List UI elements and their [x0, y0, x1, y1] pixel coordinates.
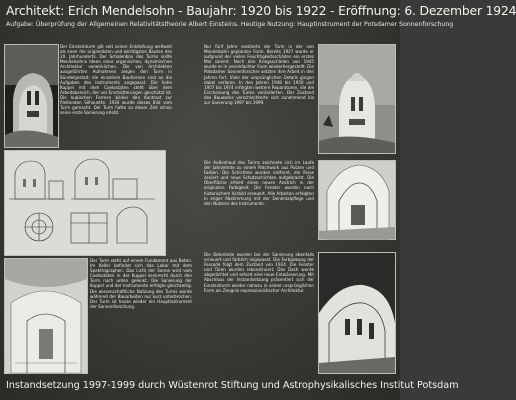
tower-photo-bottom-right — [319, 253, 395, 373]
photo-bottom-left — [4, 258, 88, 374]
photo-top-left — [4, 44, 59, 148]
photo-bottom-right — [318, 252, 396, 374]
text-right-top — [204, 44, 314, 152]
text-right-middle — [204, 160, 314, 238]
text-right-bottom — [204, 252, 314, 372]
text-right-top-paragraph: Nur fünf Jahre existierte der Turm in der von Mendelsohn geplanten Form. Bereits 1927 wurde er aufgrund der vielen Feuchtigkeitsschäden ein erstes Mal saniert. Nach den Kriegsschäden von 1945 wurde er in vereinfachter Form wiederhergestellt. Die Potsdamer Sonnenforscher setzten ihre Arbeit in den Jahren fort. Viele der ursprünglichen Details gingen dabei verloren. In den Jahren 1948 bis 1950 und 1957 bis 1974 erfolgten weitere Reparaturen, die die Erscheinung des Turms veränderten. Der Zustand des Bauwerks verschlechterte sich zunehmend bis zur Sanierung 1997 bis 1999. — [204, 44, 314, 106]
photo-top-right — [318, 44, 396, 154]
tower-photo-top-left — [5, 45, 58, 147]
page-title: Architekt: Erich Mendelsohn - Baujahr: 1920 bis 1922 - Eröffnung: 6. Dezember 1924 — [6, 3, 516, 18]
text-right-bottom-paragraph: Die Betonteile wurden bei der Sanierung ebenfalls erneuert und farblich angepasst. Die Farbgebung der Fassade folgt dem Zustand von 1924. Die Fenster und Türen wurden rekonstruiert. Das Dach wurde abgedichtet und erhielt eine neue Entwässerung. Mit Abschluss der Instandsetzung präsentiert sich der Einsteinturm wieder nahezu in seiner ursprünglichen Form als Zeugnis expressionistischer Architektur. — [204, 252, 314, 293]
photo-middle-right — [318, 160, 396, 240]
text-intro — [60, 44, 172, 146]
text-right-middle-paragraph: Die Außenhaut des Turms zeichnete sich im Laufe der Jahrzehnte zu einem Patchwork aus Putzen und Farben. Die Schichten wurden entfernt, die Risse saniert und neue Schutzschichten aufgebracht. Die Oberfläche erhielt einen neuen Anstrich in der originalen Farbigkeit. Die Fenster wurden nach historischem Vorbild erneuert. Alle Arbeiten erfolgten in enger Abstimmung mit der Denkmalpflege und den Nutzern des Instruments. — [204, 160, 314, 206]
footer-text: Instandsetzung 1997-1999 durch Wüstenrot Stiftung und Astrophysikalisches Institut Potsdam — [6, 380, 459, 391]
interior-photo-middle-right — [319, 161, 395, 239]
text-intro-paragraph: Der Einsteinturm gilt seit seiner Entstehung weltweit als einer der originellsten und wichtigsten Bauten des 20. Jahrhunderts. Der Schalenbau des Turms sollte Mendelsohns Ideen einer organischen, dynamischen Architektur verwirklichen. Die von Architekten ausgeführten Aufnahmen zeigen den Turm in Bündelgestalt; die einzelnen Bauformen sind an die Aufgaben des Instruments angepasst. Die hohe Kuppel mit dem Coelostaten steht über dem Arbeitsbereich, der vor Erschütterungen geschützt ist. Die kubischen Formen bilden den Kontrast zur fließenden Silhouette. 1930 wurde dieses Bild vom Turm gemacht. Der Turm hatte zu dieser Zeit schon seine erste Sanierung erlebt. — [60, 44, 172, 116]
tower-photo-top-right — [319, 45, 395, 153]
page-subtitle: Aufgabe: Überprüfung der Allgemeinen Relativitätstheorie Albert Einsteins. Heutige Nutzung: Hauptinstrument der Potsdamer Sonnenforschung — [6, 21, 454, 28]
text-left-bottom-paragraph: Der Turm steht auf einem Fundament aus Beton. Im Keller befindet sich das Labor mit dem Spektrographen. Das Licht der Sonne wird vom Coelostaten in der Kuppel senkrecht durch den Turm nach unten gelenkt. Die Sanierung der Kuppel und der Instrumente erfolgte gleichzeitig. Die wissenschaftliche Nutzung des Turms wurde während der Bauarbeiten nur kurz unterbrochen. Der Turm ist heute wieder ein Hauptinstrument der Sonnenforschung. — [90, 258, 192, 309]
text-left-bottom — [90, 258, 192, 372]
text-left-middle-column — [92, 152, 192, 272]
interior-photo-bottom-left — [5, 259, 87, 373]
